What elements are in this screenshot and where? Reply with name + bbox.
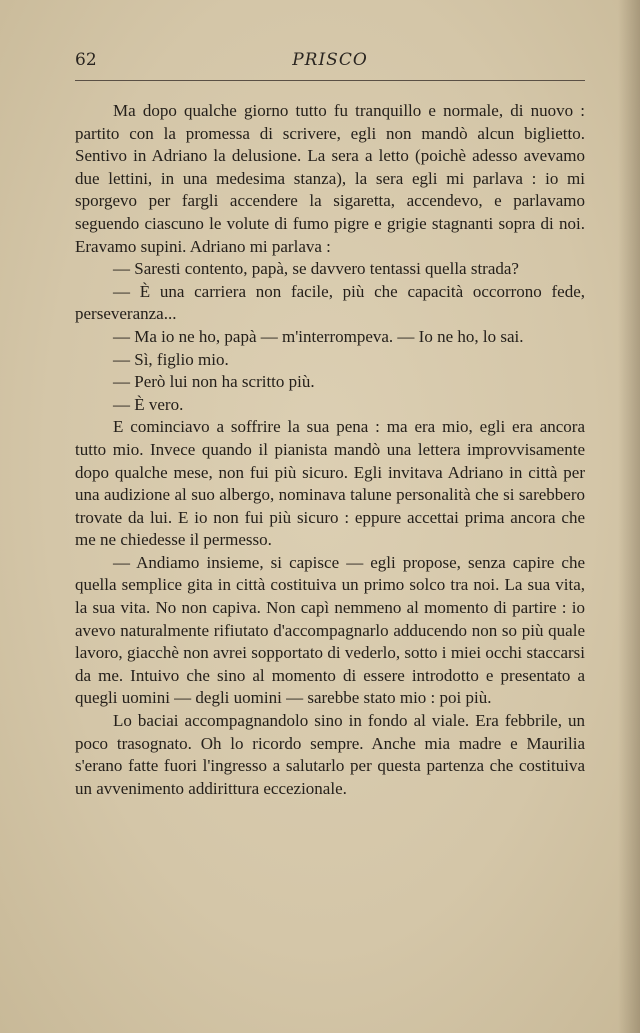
paragraph: — Sì, figlio mio. xyxy=(113,349,229,369)
paragraph: — Però lui non ha scritto più. xyxy=(113,372,315,392)
paragraph: — È una carriera non facile, più che capacità occorrono fede, perseveranza... xyxy=(75,281,585,324)
header-rule xyxy=(75,80,585,81)
paragraph: E cominciavo a soffrire la sua pena : ma era mio, egli era ancora tutto mio. Invece quando il pianista mandò una lettera improvvisamente dopo qualche mese, non fui più sicuro. Egli invitava Adriano in città per una audizione al suo albergo, nominava talune personalità che si sarebbero trovate da lui. E io non fui più sicuro : eppure accettai prima ancora che me ne chiedesse il permesso. xyxy=(75,417,585,550)
page-header xyxy=(75,50,585,74)
paragraph: — Saresti contento, papà, se davvero tentassi quella strada? xyxy=(113,259,519,279)
running-title: PRISCO xyxy=(292,50,368,70)
paragraph: — Ma io ne ho, papà — m'interrompeva. — Io ne ho, lo sai. xyxy=(113,326,524,346)
paragraph: Lo baciai accompagnandolo sino in fondo al viale. Era febbrile, un poco trasognato. Oh lo ricordo sempre. Anche mia madre e Maurilia s'erano fatte fuori l'ingresso a salutarlo per questa partenza che costituiva un avvenimento addirittura eccezionale. xyxy=(75,711,585,798)
paragraph: — Andiamo insieme, si capisce — egli propose, senza capire che quella semplice gita in città costituiva un primo solco tra noi. La sua vita, la sua vita. No non capiva. Non capì nemmeno al momento di partire : io avevo naturalmente rifiutato d'accompagnarlo adducendo non so più quale lavoro, giacchè non avrei sopportato di vederlo, sotto i miei occhi staccarsi da me. Intuivo che sino al momento di essere introdotto e presentato a quegli uomini — degli uomini — sarebbe stato mio : poi più. xyxy=(75,552,585,708)
paragraph: Ma dopo qualche giorno tutto fu tranquillo e normale, di nuovo : partito con la promessa di scrivere, egli non mandò alcun biglietto. Sentivo in Adriano la delusione. La sera a letto (poichè adesso avevamo due lettini, in una medesima stanza), la sera egli mi parlava : io mi sporgevo per fargli accendere la sigaretta, accendevo, e parlavamo seguendo ciascuno le volute di fumo pigre e grigie stagnanti sopra di noi. Eravamo supini. Adriano mi parlava : xyxy=(75,101,585,256)
paragraph: — È vero. xyxy=(113,394,184,414)
page-number: 62 xyxy=(75,50,97,70)
body-text xyxy=(75,100,585,800)
